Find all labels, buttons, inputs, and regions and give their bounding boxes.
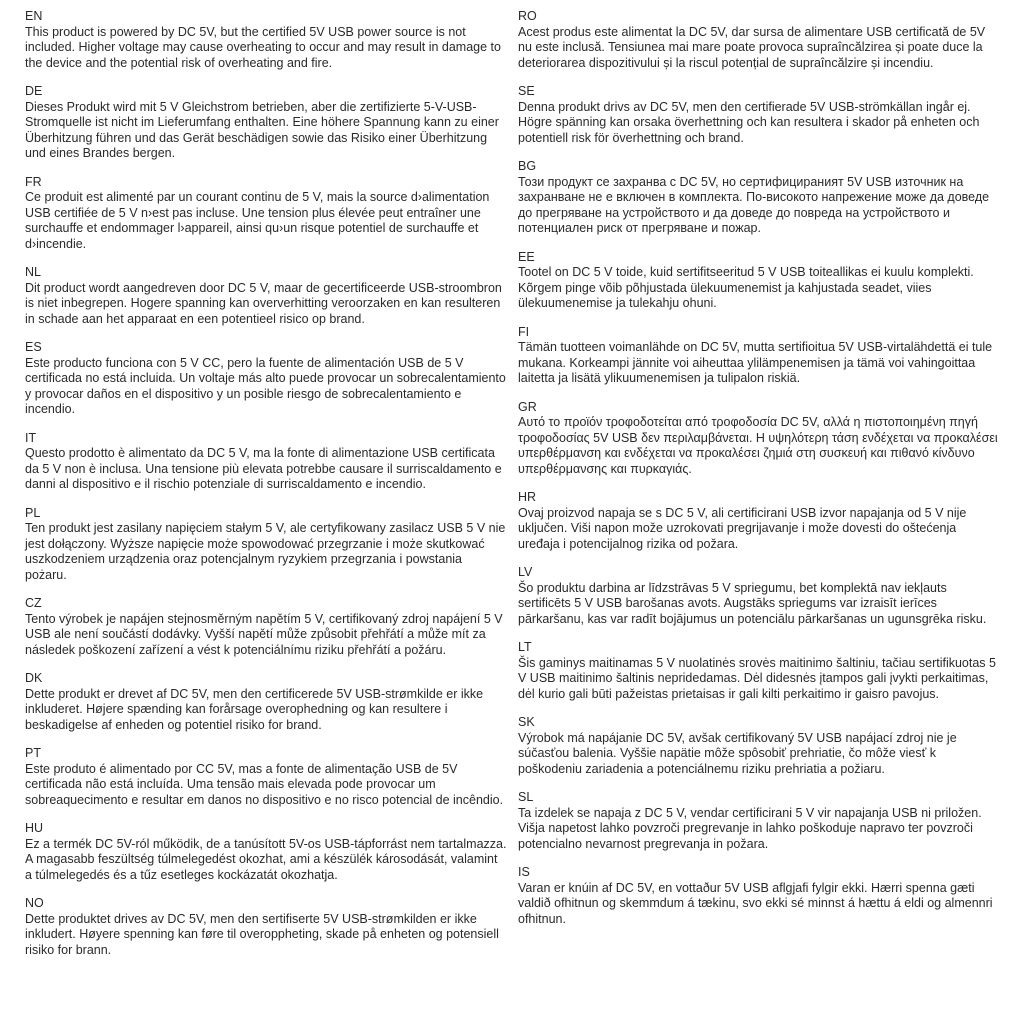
warning-text: Denna produkt drivs av DC 5V, men den certifierade 5V USB-strömkällan ingår ej. Högre spänning kan orsaka överhettning och kan resultera i skador på enheten och potentiell risk för överhettning och brand. — [518, 99, 980, 145]
language-section — [25, 340, 507, 418]
language-code: RO — [518, 9, 537, 23]
warning-text: Ovaj proizvod napaja se s DC 5 V, ali certificirani USB izvor napajanja od 5 V nije uključen. Viši napon može uzrokovati pregrijavanje i može dovesti do oštećenja uređaja i potencijalnog rizika od požara. — [518, 505, 967, 551]
warning-text: This product is powered by DC 5V, but the certified 5V USB power source is not included. Higher voltage may cause overheating to occur and may result in damage to the device and the potential risk of overheating and fire. — [25, 24, 501, 70]
warning-text: Αυτό το προϊόν τροφοδοτείται από τροφοδοσία DC 5V, αλλά η πιστοποιημένη πηγή τροφοδοσίας 5V USB δεν περιλαμβάνεται. Η υψηλότερη τάση ενδέχεται να προκαλέσει υπερθέρμανση και ενδέχεται να προκαλέσει ζημιά στη συσκευή και πιθανό κίνδυνο υπερθέρμανσης και πυρκαγιάς. — [518, 415, 998, 476]
language-code: FR — [25, 174, 42, 189]
warning-text: Dette produktet drives av DC 5V, men den sertifiserte 5V USB-strømkilden er ikke inkludert. Høyere spenning kan føre til overoppheting, skade på enheten og potensiell risiko for brann. — [25, 911, 499, 957]
warning-text: Varan er knúin af DC 5V, en vottaður 5V USB aflgjafi fylgir ekki. Hærri spenna gæti valdið ofhitnun og skemmdum á tækinu, svo ekki sé minnst á hættu á eldi og almennri ofhitnun. — [518, 880, 993, 926]
warning-text: Questo prodotto è alimentato da DC 5 V, ma la fonte di alimentazione USB certificata da 5 V non è inclusa. Una tensione più elevata potrebbe causare il surriscaldamento e danni al dispositivo e il rischio potenziale di surriscaldamento e incendio. — [25, 446, 502, 491]
warning-text: Този продукт се захранва с DC 5V, но сертифицираният 5V USB източник на захранване не е включен в комплекта. По-високото напрежение може да доведе до прегряване на устройството и да доведе до повреда на устройството и потенциален риск от прегряване и пожар. — [518, 174, 990, 235]
language-code: BG — [518, 159, 537, 173]
language-code: SL — [518, 790, 534, 804]
language-code: PT — [25, 746, 41, 760]
right-column — [518, 9, 1000, 1016]
language-code: HR — [518, 490, 537, 504]
language-section — [25, 671, 507, 733]
language-code: FI — [518, 324, 530, 339]
language-code: NL — [25, 265, 41, 279]
language-section — [518, 9, 1000, 71]
language-section — [518, 790, 1000, 852]
language-section — [518, 865, 1000, 927]
warning-text: Dette produkt er drevet af DC 5V, men den certificerede 5V USB-strømkilde er ikke inkluderet. Højere spænding kan forårsage overophedning og kan resultere i beskadigelse af enheden og potentiel risiko for brand. — [25, 686, 484, 732]
language-section — [25, 821, 507, 883]
warning-text: Dit product wordt aangedreven door DC 5 V, maar de gecertificeerde USB-stroombron is niet inbegrepen. Hogere spanning kan oververhitting veroorzaken en kan resulteren in schade aan het apparaat en een potentieel risico op brand. — [25, 280, 502, 326]
language-code: ES — [25, 340, 42, 354]
warning-text: Ta izdelek se napaja z DC 5 V, vendar certificirani 5 V vir napajanja USB ni priložen. Višja napetost lahko povzroči pregrevanje in lahko poškoduje napravo ter povzroči potencialno nevarnost pregrevanja in požara. — [518, 805, 982, 851]
language-section — [25, 596, 507, 658]
language-code: LT — [518, 640, 532, 654]
language-code: IT — [25, 430, 37, 445]
language-code: SK — [518, 715, 535, 729]
warning-text: Šo produktu darbina ar līdzstrāvas 5 V spriegumu, bet komplektā nav iekļauts sertificēts 5 V USB barošanas avots. Augstāks spriegums var izraisīt ierīces pārkaršanu, kas var radīt bojājumus un potenciālu pārkaršanas un ugunsgrēka risku. — [518, 580, 987, 626]
language-code: HU — [25, 821, 44, 835]
language-code: LV — [518, 565, 533, 579]
warning-text: Tento výrobek je napájen stejnosměrným napětím 5 V, certifikovaný zdroj napájení 5 V USB ale není součástí dodávky. Vyšší napětí může způsobit přehřátí a může mít za následek poškození zařízení a vést k potenciálnímu riziku přehřátí a požáru. — [25, 611, 503, 657]
language-section — [25, 175, 507, 253]
language-code: EE — [518, 249, 535, 264]
language-section — [25, 746, 507, 808]
language-section — [25, 265, 507, 327]
language-code: DE — [25, 84, 43, 98]
left-column — [25, 9, 507, 1016]
warning-text: Výrobok má napájanie DC 5V, avšak certifikovaný 5V USB napájací zdroj nie je súčasťou balenia. Vyššie napätie môže spôsobiť prehriatie, čo môže viesť k poškodeniu zariadenia a potenciálnemu riziku prehriatia a požiaru. — [518, 730, 957, 776]
language-section — [518, 400, 1000, 478]
language-section — [518, 325, 1000, 387]
language-code: EN — [25, 9, 43, 23]
warning-text: Tootel on DC 5 V toide, kuid sertifitseeritud 5 V USB toiteallikas ei kuulu komplekti. Kõrgem pinge võib põhjustada ülekuumenemist ja kahjustada seadet, viies ülekuumenemise ja tulekahju ohuni. — [518, 265, 974, 310]
language-section — [518, 565, 1000, 627]
language-section — [518, 84, 1000, 146]
language-section — [518, 250, 1000, 312]
language-section — [518, 159, 1000, 237]
warning-text: Ez a termék DC 5V-ról működik, de a tanúsított 5V-os USB-tápforrást nem tartalmazza. A magasabb feszültség túlmelegedést okozhat, ami a készülék károsodását, valamint a túlmelegedés és a tűz esetleges kockázatát okozhatja. — [25, 836, 507, 882]
language-section — [25, 9, 507, 71]
language-section — [518, 640, 1000, 702]
warning-text: Ce produit est alimenté par un courant continu de 5 V, mais la source d›alimentation USB certifiée de 5 V n›est pas incluse. Une tension plus élevée peut entraîner une surchauffe et endommager l›appareil, ainsi qu›un risque potentiel de surchauffe et d›incendie. — [25, 190, 490, 251]
language-section — [25, 431, 507, 493]
language-code: DK — [25, 671, 43, 685]
language-code: SE — [518, 84, 535, 98]
language-code: PL — [25, 505, 41, 520]
warning-text: Este produto é alimentado por CC 5V, mas a fonte de alimentação USB de 5V certificada não está incluída. Uma tensão mais elevada pode provocar um sobreaquecimento e resultar em danos no dispositivo e no risco potencial de incêndio. — [25, 761, 504, 807]
language-code: CZ — [25, 596, 42, 610]
warning-text: Dieses Produkt wird mit 5 V Gleichstrom betrieben, aber die zertifizierte 5-V-USB-Stromquelle ist nicht im Lieferumfang enthalten. Eine höhere Spannung kann zu einer Überhitzung führen und das Gerät beschädigen sowie das Risiko einer Überhitzung und eines Brandes bergen. — [25, 99, 499, 160]
language-section — [25, 506, 507, 584]
warning-text: Este producto funciona con 5 V CC, pero la fuente de alimentación USB de 5 V certificada no está incluida. Un voltaje más alto puede provocar un sobrecalentamiento y provocar daños en el dispositivo y un posible riesgo de sobrecalentamiento e incendio. — [25, 355, 506, 416]
warning-text: Šis gaminys maitinamas 5 V nuolatinės srovės maitinimo šaltiniu, tačiau sertifikuotas 5 V USB maitinimo šaltinis nepridedamas. Dėl didesnės įtampos gali įvykti perkaitimas, dėl kurio gali būti pažeistas prietaisas ir gali kilti perkaitimo ir gaisro pavojus. — [518, 655, 996, 701]
warning-text: Acest produs este alimentat la DC 5V, dar sursa de alimentare USB certificată de 5V nu este inclusă. Tensiunea mai mare poate provoca supraîncălzirea și poate duce la deteriorarea dispozitivului și la riscul potențial de supraîncălzire și incendiu. — [518, 24, 986, 70]
language-code: GR — [518, 399, 537, 414]
language-section — [25, 84, 507, 162]
language-section — [518, 490, 1000, 552]
warning-text: Ten produkt jest zasilany napięciem stałym 5 V, ale certyfikowany zasilacz USB 5 V nie jest dołączony. Wyższe napięcie może spowodować przegrzanie i może skutkować uszkodzeniem urządzenia oraz potencjalnym ryzykiem przegrzania i powstania pożaru. — [25, 521, 506, 582]
language-code: NO — [25, 896, 44, 910]
language-code: IS — [518, 865, 530, 879]
language-section — [518, 715, 1000, 777]
warning-text: Tämän tuotteen voimanlähde on DC 5V, mutta sertifioitua 5V USB-virtalähdettä ei tule mukana. Korkeampi jännite voi aiheuttaa ylilämpenemisen ja tämä voi vahingoittaa laitetta ja lisätä ylikuumenemisen ja tulipalon riskiä. — [518, 340, 993, 385]
language-section — [25, 896, 507, 958]
